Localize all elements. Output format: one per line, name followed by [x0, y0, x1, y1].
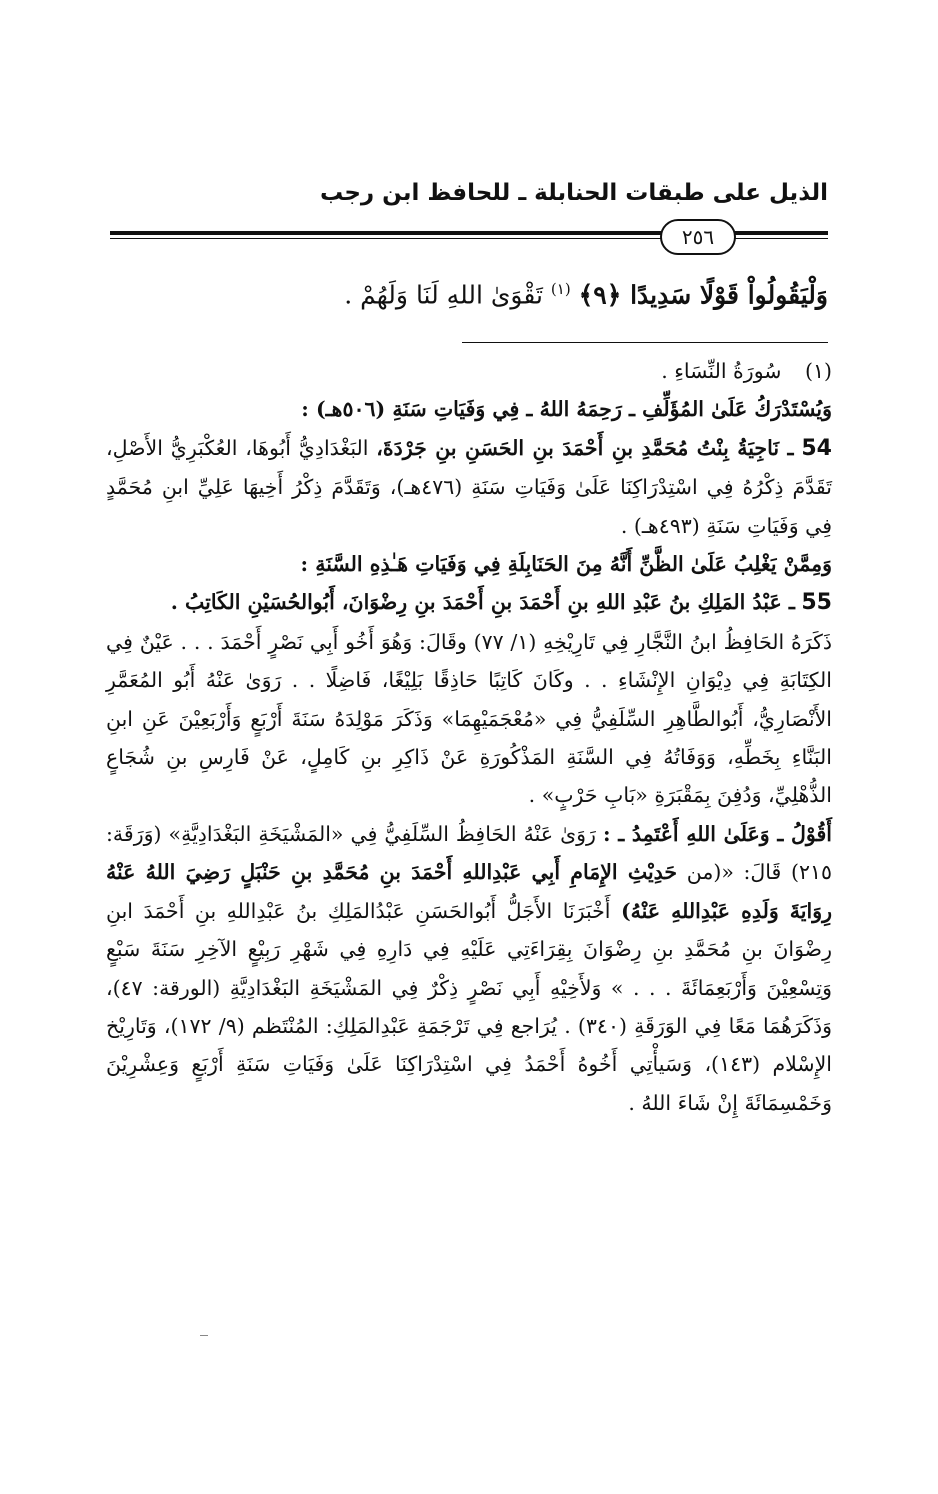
entry-55 [106, 583, 832, 622]
intro-line: وَيُسْتَدْرَكُ عَلَىٰ المُؤَلِّفِ ـ رَحِمَهُ اللهُ ـ فِي وَفَيَاتِ سَنَةِ (٥٠٦هـ) : [301, 397, 832, 422]
author-lead: أَقُوْلُ ـ وَعَلَىٰ اللهِ أَعْتَمِدُ ـ : [603, 821, 832, 846]
verse-line [110, 266, 828, 318]
author-bold-1: حَدِيْثِ الإِمَامِ أَبِي عَبْدِاللهِ أَحْمَدَ بنِ مُحَمَّدِ بنِ حَنْبَلٍ رَضِيَ اللهُ عَنْهُ رِوَايَةَ وَلَدِهِ عَبْدِاللهِ عَنْهُ) [106, 860, 832, 923]
footnote-rule [462, 342, 828, 343]
entry-number-55: 55 [801, 590, 832, 616]
footnote-line [106, 352, 832, 390]
verse-continuation: تَقْوَىٰ اللهِ لَنَا وَلَهُمْ . [344, 280, 543, 310]
footnote-ref: (١) [550, 280, 571, 298]
footnote-number: (١) [804, 359, 832, 383]
author-note [106, 815, 832, 1122]
running-header-title: الذيل على طبقات الحنابلة ـ للحافظ ابن رجب [319, 180, 828, 206]
entry-55-text: ذَكَرَهُ الحَافِظُ ابنُ النَّجَّارِ فِي تَارِيْخِهِ (١/ ٧٧) وقَالَ: وَهُوَ أَخُو أَبِي نَصْرٍ أَحْمَدَ . . . عَيْنٌ فِي الكِتَابَةِ فِي دِيْوَانِ الإِنْشَاءِ . . وكَانَ كَاتِبًا حَاذِقًا بَلِيْغًا، فَاضِلًا . . رَوَىٰ عَنْهُ أَبُو المُعَمَّرِ الأَنْصَارِيُّ، أَبُوالطَّاهِرِ السِّلَفِيُّ فِي «مُعْجَمَيْهِمَا» وَذَكَرَ مَوْلِدَهُ سَنَةَ أَرْبَعٍ وَأَرْبَعِيْنَ عَنِ ابنِ البَنَّاءِ بِخَطِّهِ، وَوَفَاتُهُ فِي السَّنَةِ المَذْكُورَةِ عَنْ ذَاكِرِ بنِ كَامِلٍ، عَنْ فَارِسِ بنِ شُجَاعٍ الذُّهْلِيِّ، وَدُفِنَ بِمَقْبَرَةِ «بَابِ حَرْبٍ» . [106, 629, 832, 808]
quran-verse: وَلْيَقُولُواْ قَوْلًا سَدِيدًا ﴿٩﴾ [578, 280, 828, 310]
entry-54-text: البَغْدَادِيُّ أَبُوهَا، العُكْبَرِيُّ الأَصْلِ، تَقَدَّمَ ذِكْرُهُ فِي اسْتِدْرَاكِنَا عَلَىٰ وَفَيَاتِ سَنَةِ (٤٧٦هـ)، وَتَقَدَّمَ ذِكْرُ أَخِيهَا عَلِيِّ ابنِ مُحَمَّدٍ فِي وَفَيَاتِ سَنَةِ (٤٩٣هـ) . [106, 435, 833, 538]
entry-54 [106, 429, 832, 545]
author-text-1: رَوَىٰ عَنْهُ الحَافِظُ السِّلَفِيُّ فِي «المَشْيَخَةِ البَغْدَادِيَّةِ» (وَرَقَة: ٢١٥) قَالَ: «(من [106, 821, 832, 885]
author-text-2: أَخْبَرَنَا الأَجَلُّ أَبُوالحَسَنِ عَبْدُالمَلِكِ بنُ عَبْدِاللهِ بنِ أَحْمَدَ ابنِ رِضْوَانَ بنِ مُحَمَّدِ بنِ رِضْوَانَ بِقِرَاءَتِي عَلَيْهِ فِي دَارِهِ فِي شَهْرِ رَبِيْعٍ الآخِرِ سَنَةَ سَبْعٍ وَتِسْعِيْنَ وَأَرْبَعِمَائَةَ . . . » وَلأَخِيْهِ أَبِي نَصْرٍ ذِكْرٌ فِي المَشْيَخَةِ البَغْدَادِيَّةِ (الورقة: ٤٧)، وَذَكَرَهُمَا مَعًا فِي الوَرَقَةِ (٣٤٠) . يُرَاجع فِي تَرْجَمَةِ عَبْدِالمَلِكِ: المُنْتَظم (٩/ ١٧٢)، وَتَارِيْخ الإِسْلام (١٤٣)، وَسَيأْتِي أَخُوهُ أَحْمَدُ فِي اسْتِدْرَاكِنَا عَلَىٰ وَفَيَاتِ سَنَةِ أَرْبَعٍ وَعِشْرِيْنَ وَخَمْسِمَائَةَ إِنْ شَاءَ اللهُ . [106, 898, 833, 1115]
entry-54-name: ـ نَاجِيَةُ بِنْتُ مُحَمَّدِ بنِ أَحْمَدَ بنِ الحَسَنِ بنِ جَرْدَةَ، [376, 435, 794, 460]
page-number-badge: ٢٥٦ [660, 219, 736, 255]
footnote-text: سُورَةُ النِّسَاءِ . [661, 359, 782, 383]
entry-number-54: 54 [801, 435, 832, 461]
transition-line: وَمِمَّنْ يَغْلِبُ عَلَىٰ الظَّنِّ أَنَّهُ مِنَ الحَنَابِلَةِ فِي وَفَيَاتِ هَـٰذِهِ السَّنَةِ : [300, 552, 832, 577]
bottom-mark [200, 1335, 208, 1336]
footnote-body [106, 352, 832, 1122]
entry-55-name: ـ عَبْدُ المَلِكِ بنُ عَبْدِ اللهِ بنِ أَحْمَدَ بنِ أَحْمَدَ بنِ رِضْوَانَ، أَبُوالحُسَيْنِ الكَاتِبُ . [170, 590, 795, 615]
